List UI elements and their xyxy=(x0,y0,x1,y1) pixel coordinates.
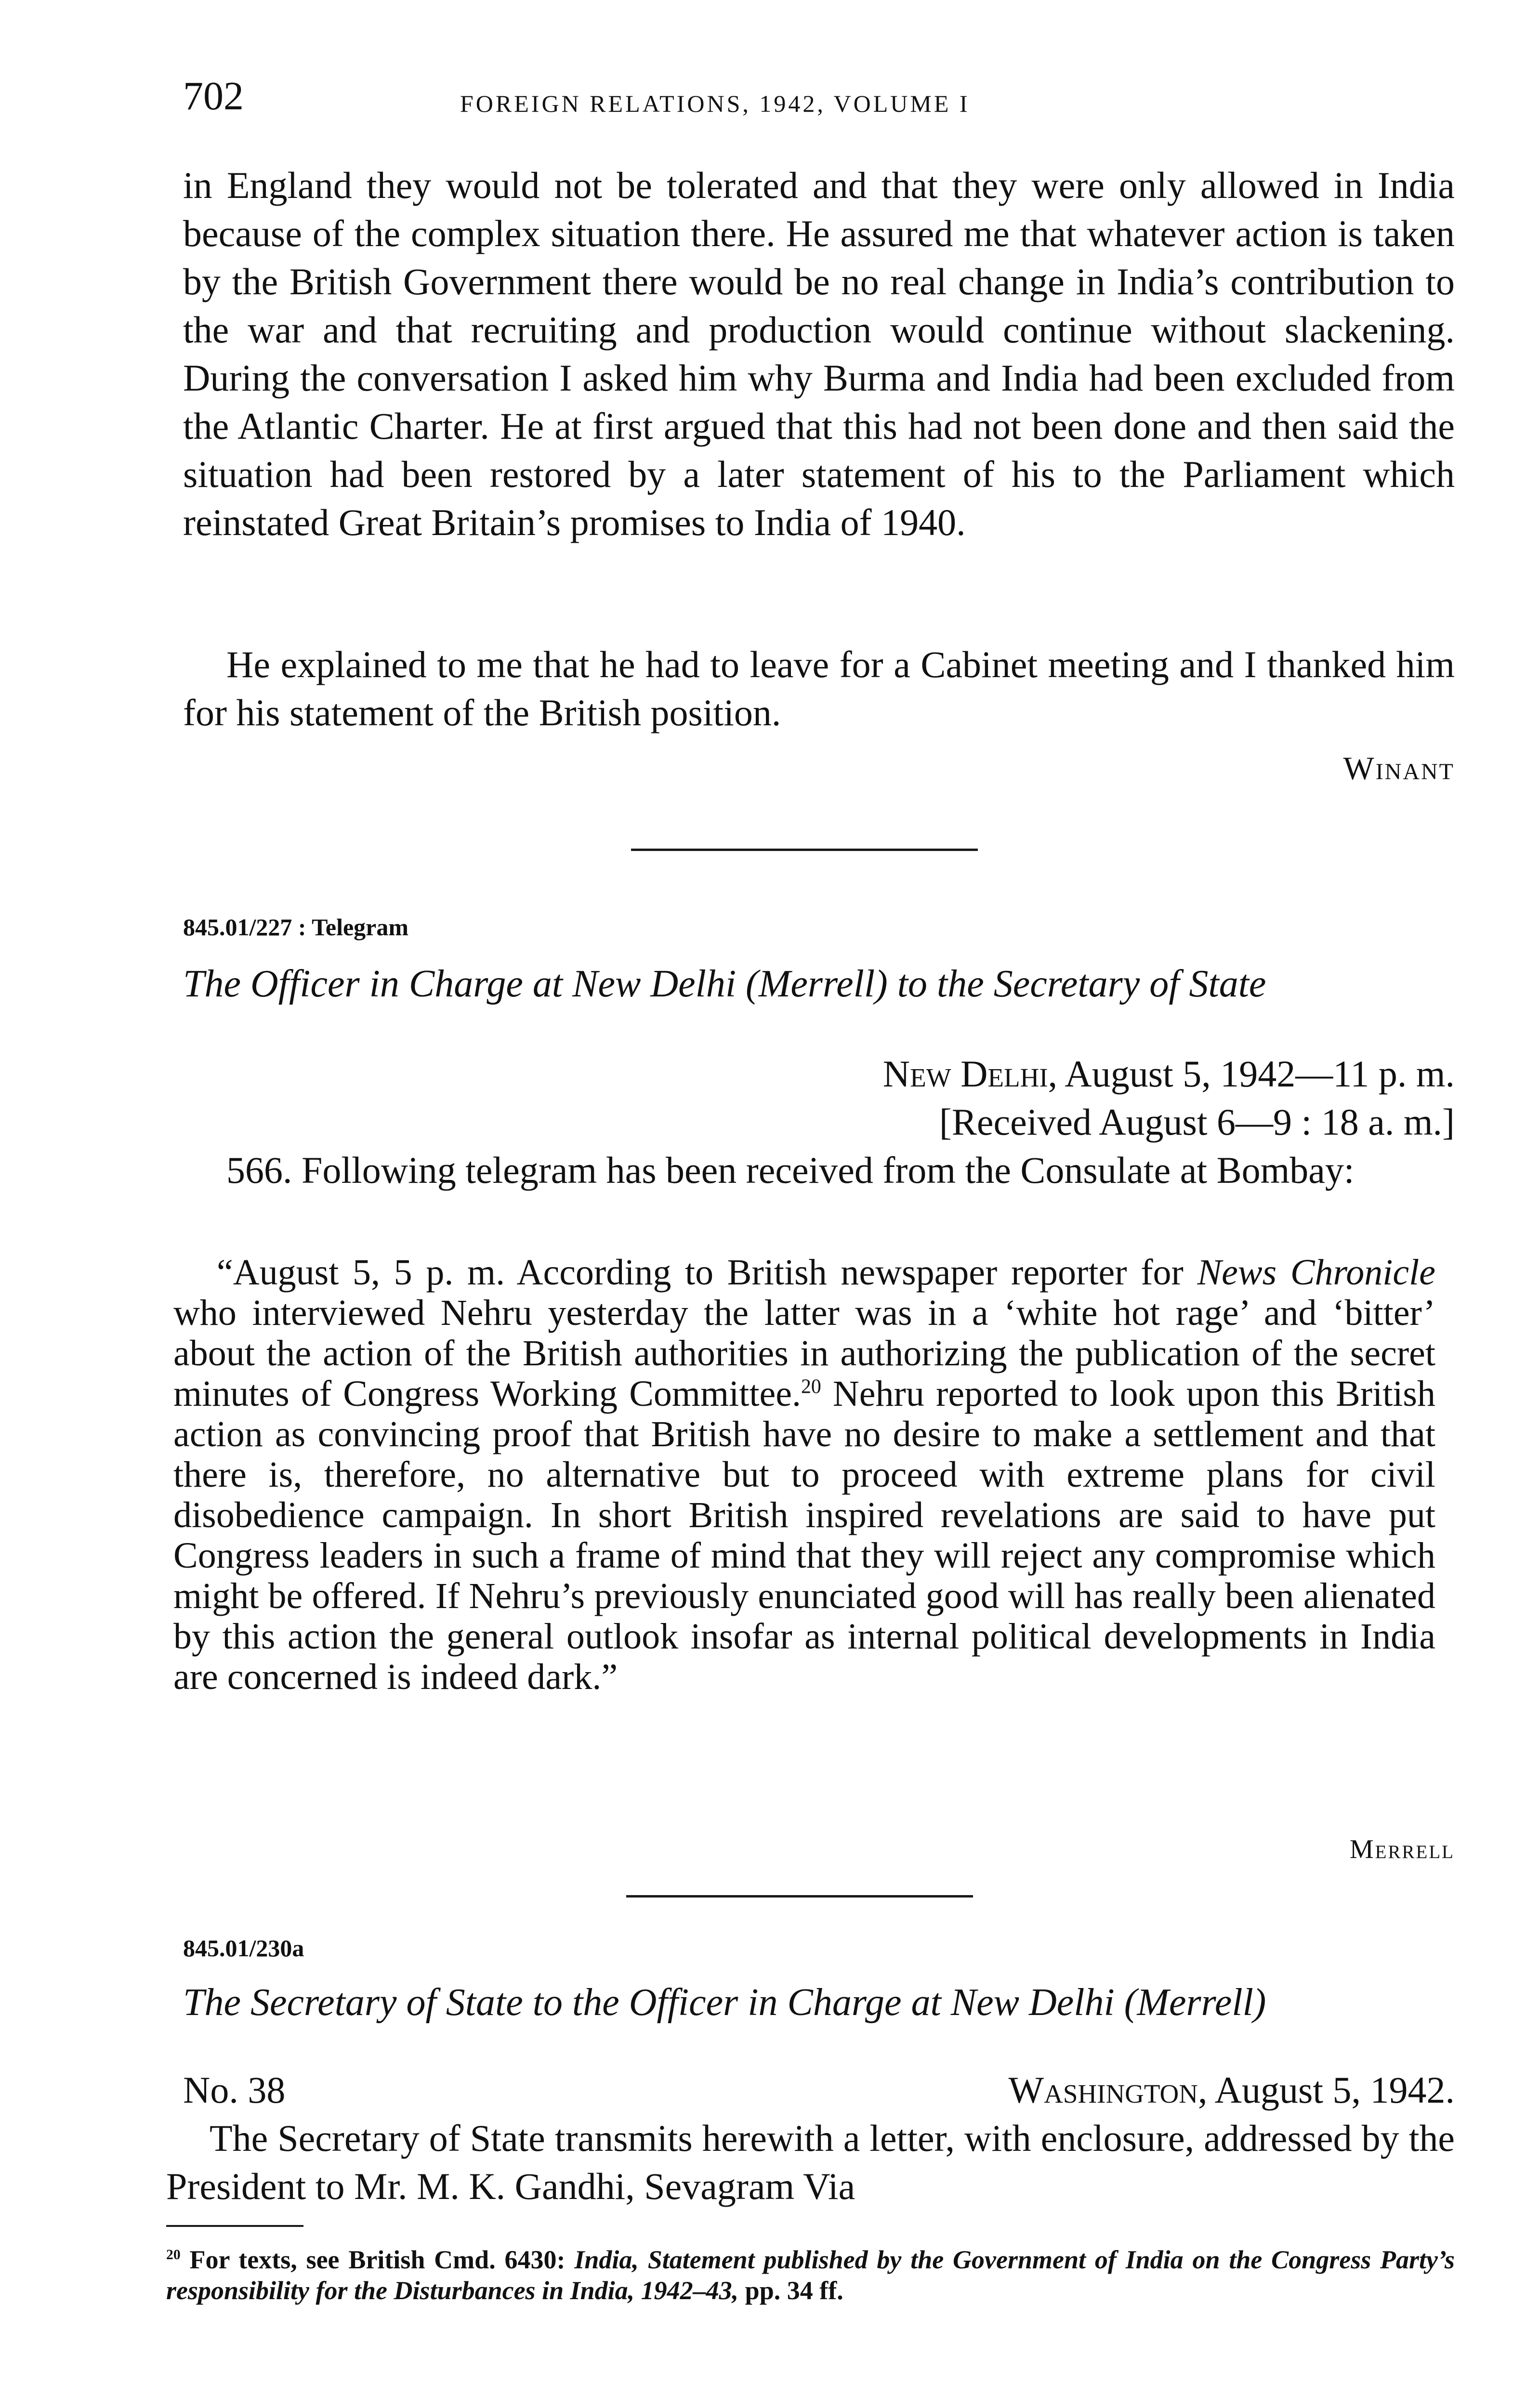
quoted-telegram xyxy=(173,1252,1435,1697)
section-divider xyxy=(631,849,978,851)
signature-merrell: Merrell xyxy=(1349,1834,1455,1864)
quote-remainder: Nehru reported to look upon this British action as convincing proof that British have no desire to make a settlement and that there is, therefore, no alternative but to proceed with extreme plans for civil disobedience campaign. In short British inspired revelations are said to have put Congress leaders in such a frame of mind that they will reject any compromise which might be offered. If Nehru’s previously enunciated good will has really been alienated by this action the general outlook insofar as internal political developments in India are concerned is indeed dark.” xyxy=(173,1374,1435,1697)
quote-middle: who interviewed Nehru yesterday the latter was in a ‘white hot rage’ and ‘bitter’ about the action of the British authorities in authorizing the publication of the secret minutes of Congress Working Committee. xyxy=(173,1293,1435,1414)
page-number: 702 xyxy=(183,74,244,118)
signature-winant: Winant xyxy=(1343,750,1455,786)
file-number: 845.01/227 : Telegram xyxy=(183,914,409,941)
footnote-marker: 20 xyxy=(166,2247,181,2263)
closing-paragraph: He explained to me that he had to leave for a Cabinet meeting and I thanked him for his statement of the British position. xyxy=(183,643,1455,733)
footnote-pages: pp. 34 ff. xyxy=(738,2276,843,2305)
dateline xyxy=(1008,2066,1455,2114)
number-dateline xyxy=(183,2066,1455,2114)
newspaper-name: News Chronicle xyxy=(1197,1252,1435,1293)
dateline xyxy=(183,1050,1455,1098)
footnote-rule xyxy=(166,2225,303,2227)
file-number: 845.01/230a xyxy=(183,1935,304,1962)
telegram-intro: 566. Following telegram has been received from the Consulate at Bombay: xyxy=(226,1149,1355,1191)
dateline-date: , August 5, 1942. xyxy=(1197,2069,1455,2111)
received-line: [Received August 6—9 : 18 a. m.] xyxy=(939,1101,1455,1143)
transmittal-paragraph: The Secretary of State transmits herewith a letter, with enclosure, addressed by the President to Mr. M. K. Gandhi, Sevagram Via xyxy=(166,2117,1455,2207)
footnote xyxy=(166,2244,1455,2306)
dateline-date: , August 5, 1942—11 p. m. xyxy=(1048,1053,1455,1095)
document-number: No. 38 xyxy=(183,2069,286,2111)
document-title: The Officer in Charge at New Delhi (Merrell) to the Secretary of State xyxy=(183,963,1266,1005)
footnote-title: India, Statement published by the Government of India on the Congress Party’s responsibility for the Disturbances in India, 1942–43, xyxy=(166,2245,1455,2305)
footnote-text: For texts, see British Cmd. 6430: xyxy=(180,2245,575,2274)
section-divider xyxy=(626,1895,973,1898)
document-title: The Secretary of State to the Officer in Charge at New Delhi (Merrell) xyxy=(183,1981,1266,2024)
footnote-reference: 20 xyxy=(801,1375,821,1398)
dateline-place: Washington xyxy=(1008,2069,1198,2111)
dateline-place: New Delhi xyxy=(882,1053,1048,1095)
quote-opening: “August 5, 5 p. m. According to British newspaper reporter for xyxy=(217,1252,1197,1293)
running-title: FOREIGN RELATIONS, 1942, VOLUME I xyxy=(460,90,970,117)
continuation-paragraph: in England they would not be tolerated and that they were only allowed in India because of the complex situation there. He assured me that whatever action is taken by the British Government there would be no real change in India’s contribution to the war and that recruiting and production would continue without slackening. During the conversation I asked him why Burma and India had been excluded from the Atlantic Charter. He at first argued that this had not been done and then said the situation had been restored by a later statement of his to the Parliament which reinstated Great Britain’s promises to India of 1940. xyxy=(183,164,1455,543)
